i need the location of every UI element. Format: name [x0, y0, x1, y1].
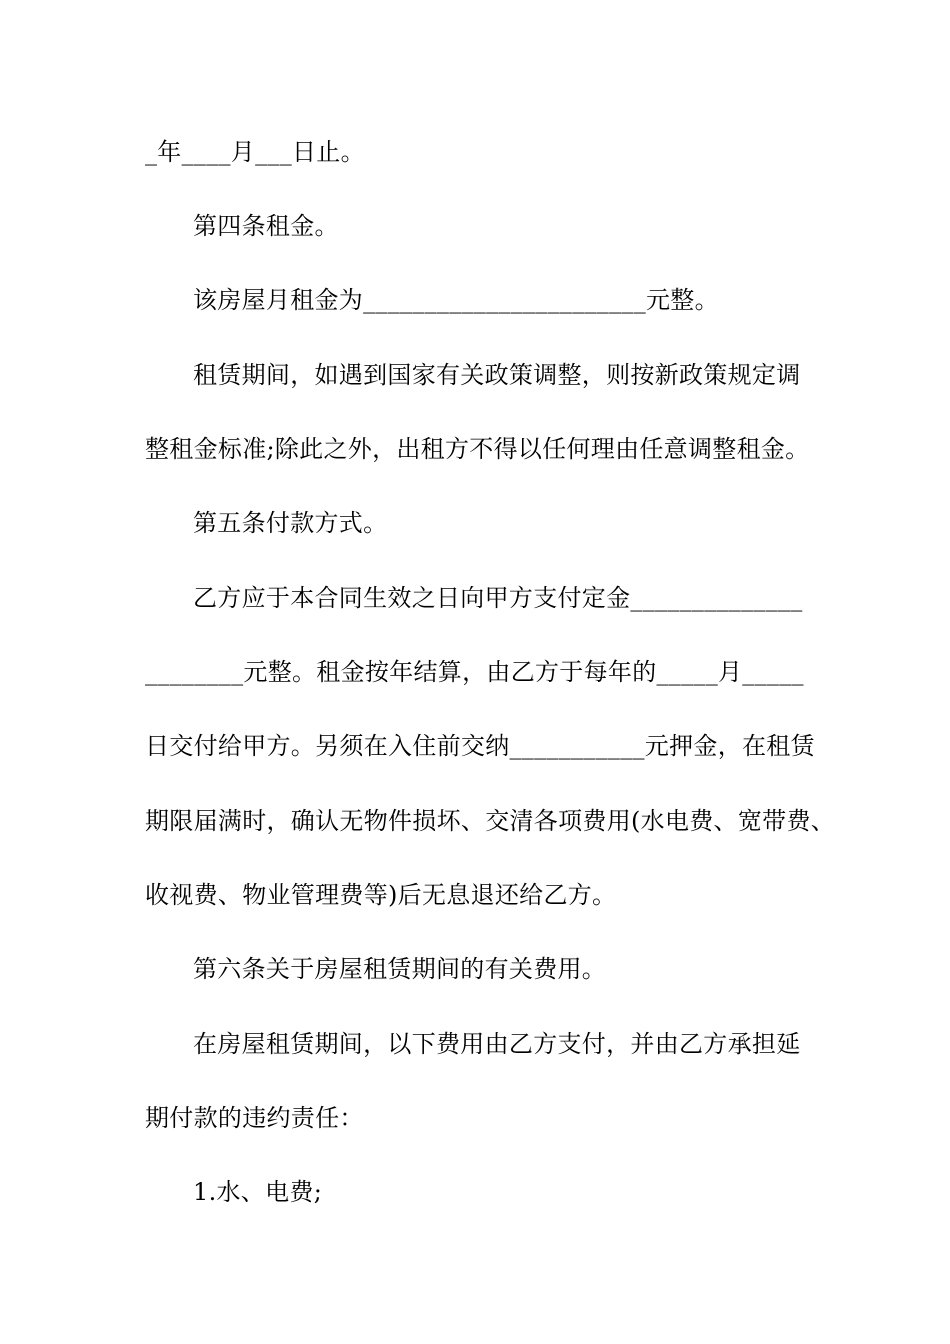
text-line-security-deposit: 日交付给甲方。另须在入住前交纳___________元押金，在租赁: [145, 732, 815, 760]
text-line-monthly-rent: 该房屋月租金为_______________________元整。: [193, 286, 719, 314]
text-line-refund: 收视费、物业管理费等)后无息退还给乙方。: [145, 881, 617, 909]
list-item-water-electricity: 1.水、电费;: [193, 1178, 323, 1206]
text-line-late-payment: 期付款的违约责任：: [145, 1104, 364, 1132]
text-line-annual-settlement: ________元整。租金按年结算，由乙方于每年的_____月_____: [145, 658, 804, 686]
text-line-lease-expiry: 期限届满时，确认无物件损坏、交清各项费用(水电费、宽带费、: [145, 807, 836, 835]
text-line-deposit: 乙方应于本合同生效之日向甲方支付定金______________: [193, 584, 803, 612]
heading-article-4-rent: 第四条租金。: [193, 212, 339, 240]
heading-article-6-fees: 第六条关于房屋租赁期间的有关费用。: [193, 955, 607, 983]
text-line-fees-paid-by-b: 在房屋租赁期间，以下费用由乙方支付，并由乙方承担延: [193, 1030, 801, 1058]
text-line-rent-adjustment-cont: 整租金标准;除此之外，出租方不得以任何理由任意调整租金。: [145, 435, 810, 463]
heading-article-5-payment: 第五条付款方式。: [193, 509, 388, 537]
text-line-rent-adjustment: 租赁期间，如遇到国家有关政策调整，则按新政策规定调: [193, 361, 801, 389]
text-line-end-date: _年____月___日止。: [145, 138, 365, 166]
